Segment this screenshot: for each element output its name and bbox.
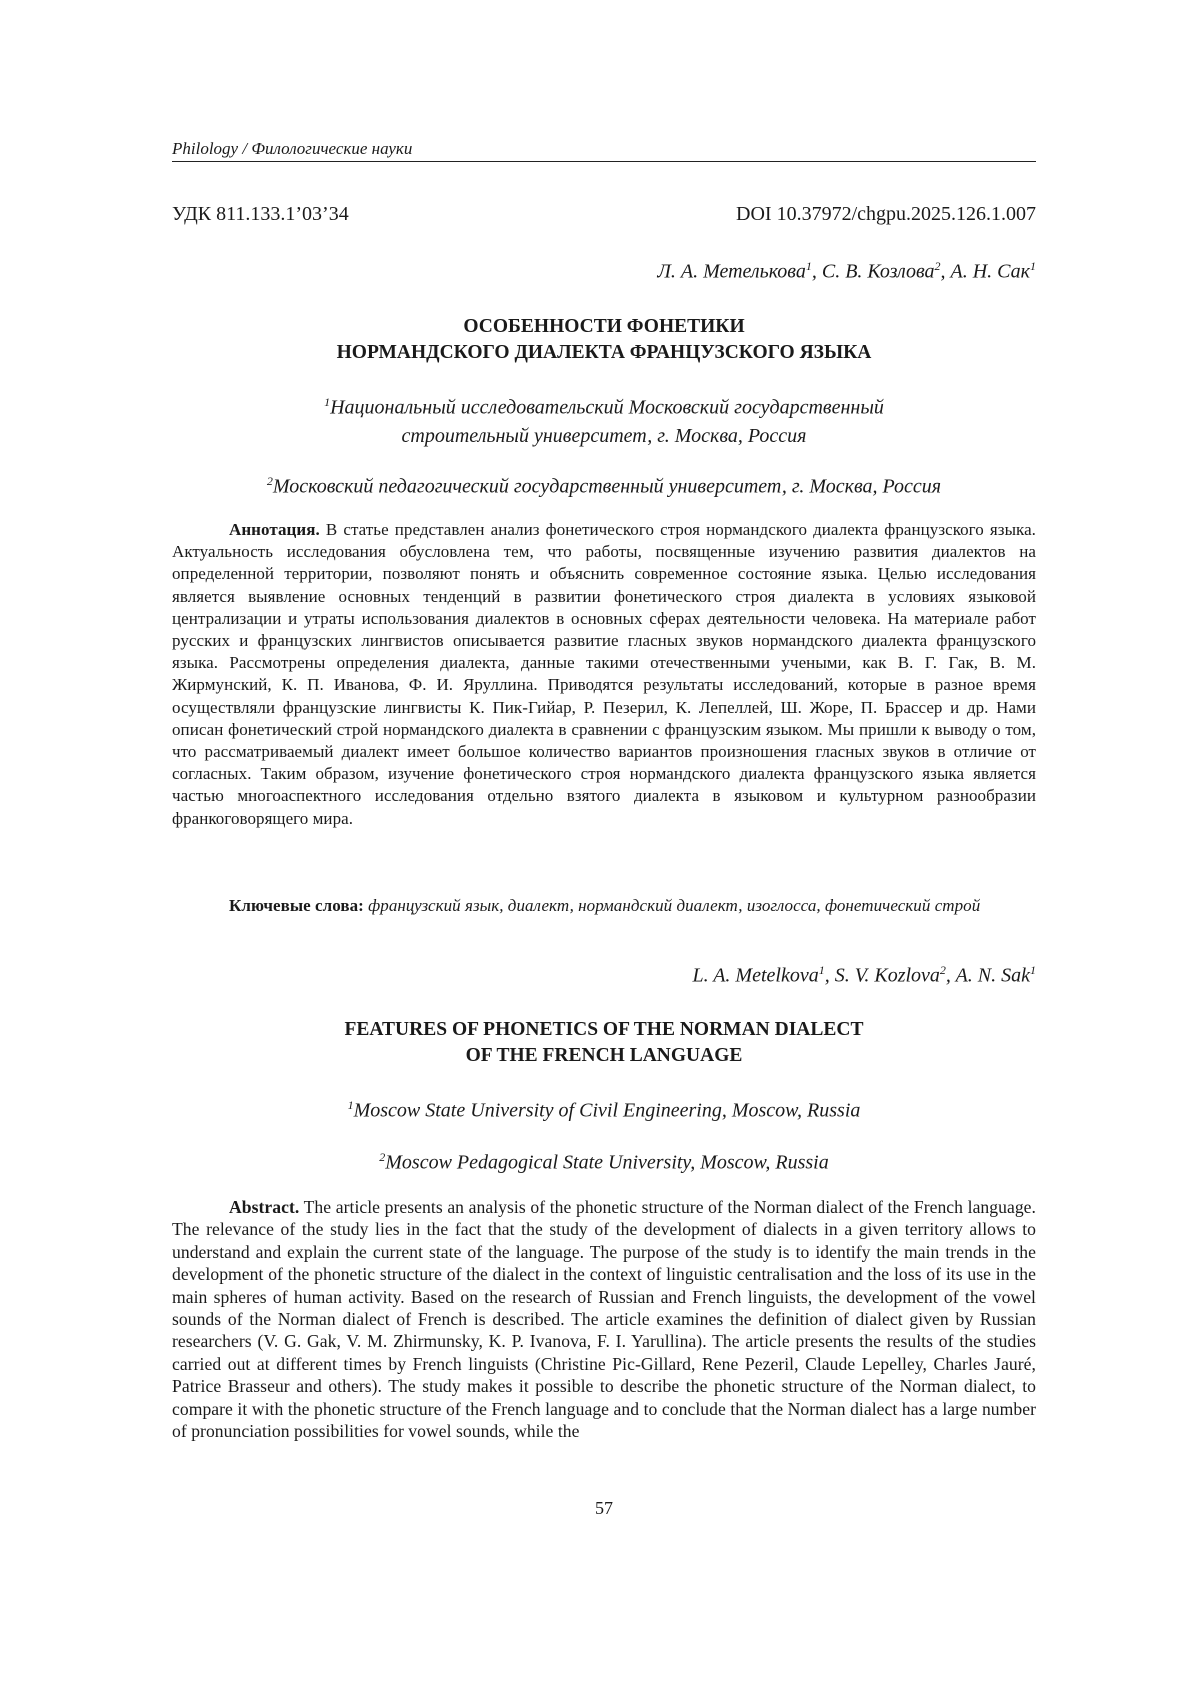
affil-text: Moscow Pedagogical State University, Moscow, Russia	[385, 1152, 828, 1174]
article-title-en	[172, 1017, 1036, 1069]
doi: DOI 10.37972/chgpu.2025.126.1.007	[736, 203, 1036, 226]
abstract-ru	[172, 519, 1036, 830]
author-name: А. Н. Сак	[951, 261, 1031, 283]
author-affil-sup: 1	[1030, 259, 1036, 273]
article-title-ru	[172, 314, 1036, 366]
affiliation-en-2	[172, 1143, 1036, 1177]
keywords-label: Ключевые слова:	[229, 896, 364, 915]
affil-text: Московский педагогический государственный университет, г. Москва, Россия	[273, 476, 941, 498]
authors-en: L. A. Metelkova1, S. V. Kozlova2, A. N. Sak1	[172, 963, 1036, 988]
author-affil-sup: 1	[806, 259, 812, 273]
affil-sup: 2	[379, 1150, 385, 1164]
affil-sup: 2	[267, 474, 273, 488]
udc-code: УДК 811.133.1’03’34	[172, 203, 349, 226]
title-line: ОСОБЕННОСТИ ФОНЕТИКИ	[172, 314, 1036, 340]
author-name: Л. А. Метелькова	[657, 261, 806, 283]
author-name: A. N. Sak	[956, 965, 1030, 987]
title-line: НОРМАНДСКОГО ДИАЛЕКТА ФРАНЦУЗСКОГО ЯЗЫКА	[172, 340, 1036, 366]
author-affil-sup: 1	[819, 963, 825, 977]
author-name: С. В. Козлова	[822, 261, 935, 283]
affiliation-en-1	[172, 1091, 1036, 1125]
keywords-ru	[172, 895, 1036, 917]
affil-line: строительный университет, г. Москва, Россия	[172, 422, 1036, 450]
title-line: FEATURES OF PHONETICS OF THE NORMAN DIALECT	[172, 1017, 1036, 1043]
affil-text: Moscow State University of Civil Engineering, Moscow, Russia	[354, 1100, 861, 1122]
keywords-text: французский язык, диалект, нормандский диалект, изоглосса, фонетический строй	[368, 896, 980, 915]
abstract-text: В статье представлен анализ фонетического строя нормандского диалекта французского языка. Актуальность исследования обусловлена тем, что работы, посвященные изучению развития диалектов на определенной территории, позволяют понять и объяснить современное состояние языка. Целью исследования является выявление основных тенденций в развитии фонетического строя диалекта в условиях языковой централизации и утраты использования диалектов в основных сферах деятельности человека. На материале работ русских и французских лингвистов описывается развитие гласных звуков нормандского диалекта французского языка. Рассмотрены определения диалекта, данные такими отечественными учеными, как В. Г. Гак, В. М. Жирмунский, К. П. Иванова, Ф. И. Яруллина. Приводятся результаты исследований, которые в разное время осуществляли французские лингвисты К. Пик-Гийар, Р. Пезерил, К. Лепеллей, Ш. Жоре, П. Брассер и др. Нами описан фонетический строй нормандского диалекта в сравнении с французским языком. Мы пришли к выводу о том, что рассматриваемый диалект имеет большое количество вариантов произношения гласных звуков в отличие от согласных. Таким образом, изучение фонетического строя нормандского диалекта французского языка является частью многоаспектного исследования отдельно взятого диалекта в языковом и культурном разнообразии франкоговорящего мира.	[172, 520, 1036, 828]
affil-sup: 1	[324, 395, 330, 409]
abstract-label: Аннотация.	[229, 520, 320, 539]
meta-row	[172, 203, 1036, 226]
abstract-text: The article presents an analysis of the phonetic structure of the Norman dialect of the French language. The relevance of the study lies in the fact that the study of the development of dialects in a given territory allows to understand and explain the current state of the language. The purpose of the study is to identify the main trends in the development of the phonetic structure of the dialect in the context of linguistic centralisation and the loss of its use in the main spheres of human activity. Based on the research of Russian and French linguists, the development of the vowel sounds of the Norman dialect of French is described. The article examines the definition of dialect given by Russian researchers (V. G. Gak, V. M. Zhirmunsky, K. P. Ivanova, F. I. Yarullina). The article presents the results of the studies carried out at different times by French linguists (Christine Pic-Gillard, Rene Pezeril, Claude Lepelley, Charles Jauré, Patrice Brasseur and others). The study makes it possible to describe the phonetic structure of the Norman dialect, to compare it with the phonetic structure of the French language and to conclude that the Norman dialect has a large number of pronunciation possibilities for vowel sounds, while the	[172, 1197, 1036, 1441]
author-affil-sup: 2	[940, 963, 946, 977]
author-name: S. V. Kozlova	[835, 965, 940, 987]
authors-ru: Л. А. Метелькова1, С. В. Козлова2, А. Н. Сак1	[172, 259, 1036, 284]
page-number: 57	[172, 1498, 1036, 1519]
affil-line: Национальный исследовательский Московский государственный	[330, 397, 884, 419]
affil-sup: 1	[348, 1098, 354, 1112]
abstract-en	[172, 1196, 1036, 1442]
author-affil-sup: 2	[935, 259, 941, 273]
author-affil-sup: 1	[1030, 963, 1036, 977]
running-head: Philology / Филологические науки	[172, 139, 1036, 162]
journal-page	[172, 0, 1036, 1697]
affiliation-ru-1	[172, 388, 1036, 450]
affiliation-ru-2	[172, 467, 1036, 501]
abstract-label: Abstract.	[229, 1197, 299, 1217]
author-name: L. A. Metelkova	[692, 965, 818, 987]
title-line: OF THE FRENCH LANGUAGE	[172, 1043, 1036, 1069]
